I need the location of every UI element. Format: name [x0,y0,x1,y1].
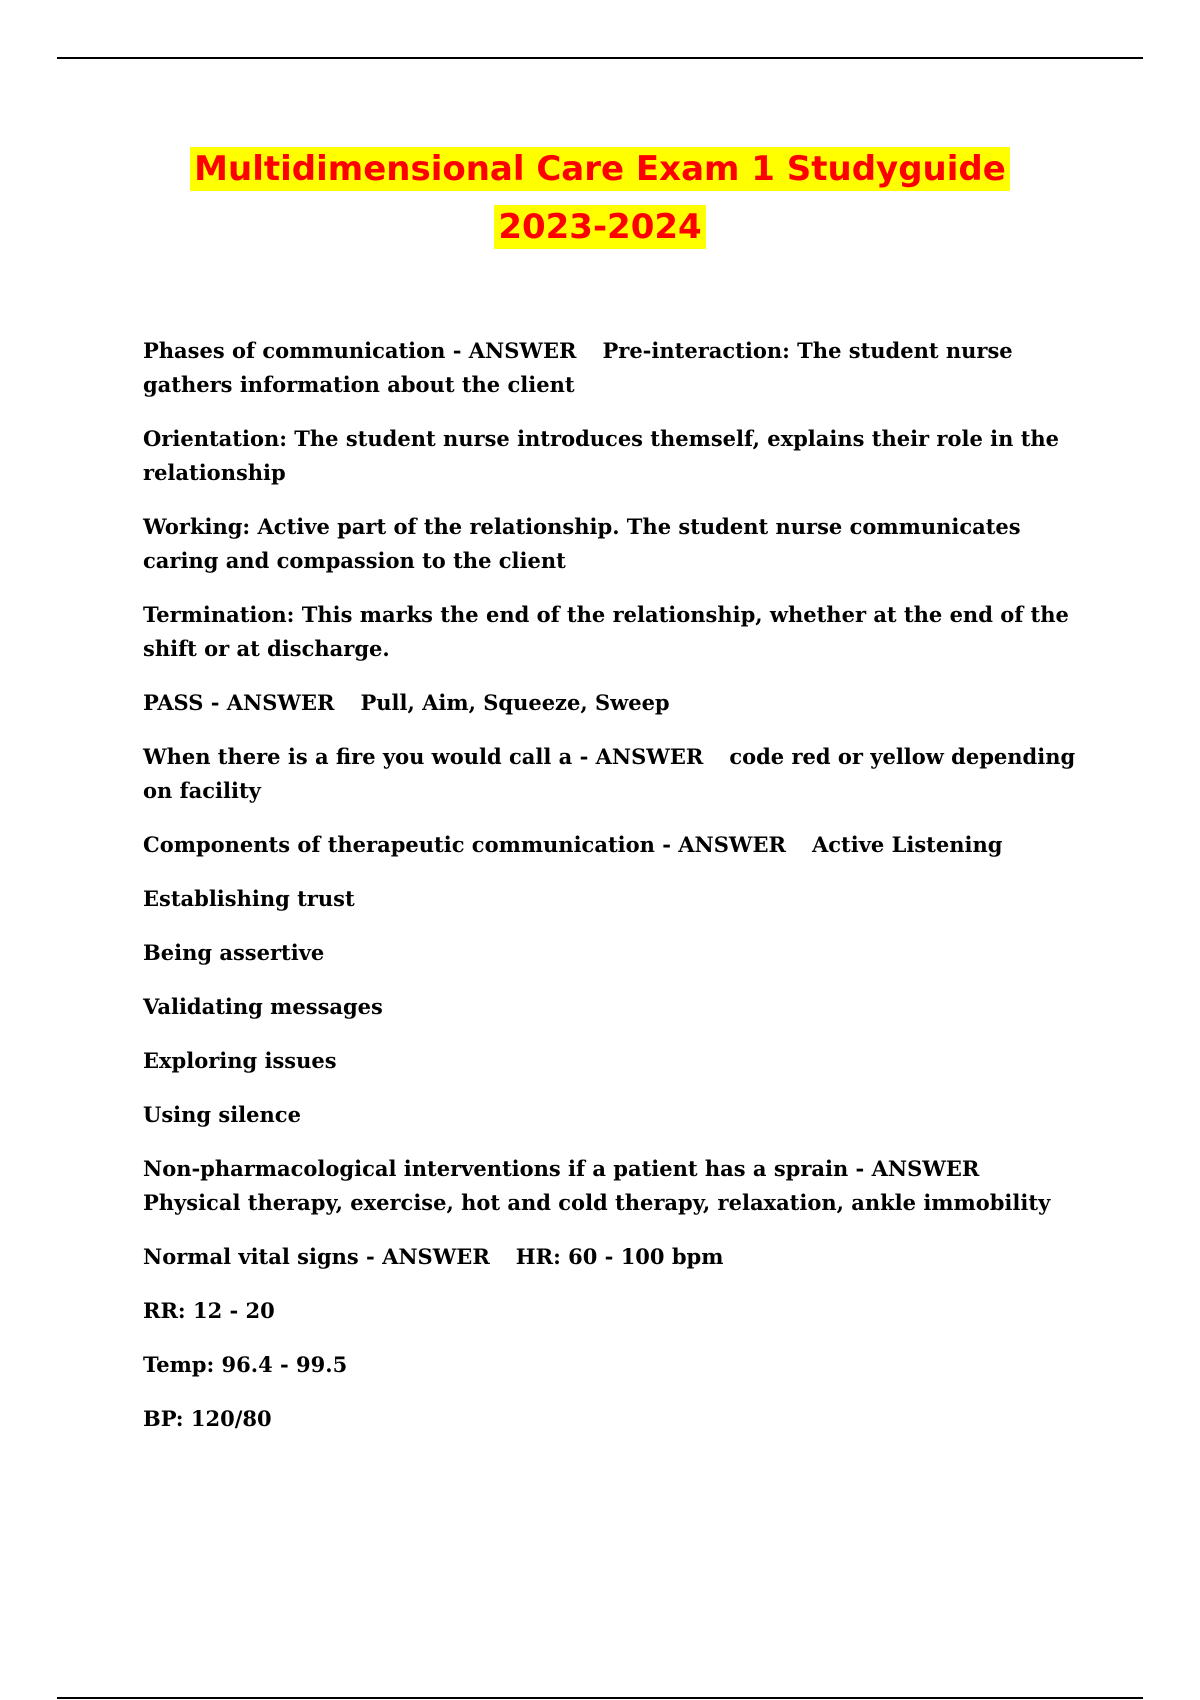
top-rule [57,57,1143,59]
entry-phases-of-communication [143,334,1093,402]
title-line-2: 2023-2024 [494,205,705,249]
entry-using-silence [143,1098,1093,1132]
entry-answer: Orientation: The student nurse introduces themself, explains their role in the relationship [143,426,1060,485]
entry-answer: Pull, Aim, Squeeze, Sweep [360,690,670,715]
document-title [0,140,1200,256]
entry-exploring-issues [143,1044,1093,1078]
entry-answer: Validating messages [143,994,383,1019]
entry-question: Phases of communication - ANSWER [143,338,577,363]
entry-answer: Exploring issues [143,1048,337,1073]
entry-working [143,510,1093,578]
entry-answer: Working: Active part of the relationship. The student nurse communicates caring and compassion to the client [143,514,1021,573]
entry-answer: BP: 120/80 [143,1406,272,1431]
entry-answer: Pre-interaction: The student nurse gathers information about the client [143,338,1013,397]
entry-answer: HR: 60 - 100 bpm [515,1244,724,1269]
entry-question: Components of therapeutic communication - ANSWER [143,832,786,857]
entry-answer: RR: 12 - 20 [143,1298,275,1323]
entry-being-assertive [143,936,1093,970]
entry-bp [143,1402,1093,1436]
entry-fire-call [143,740,1093,808]
entry-pass [143,686,1093,720]
entry-therapeutic-communication [143,828,1093,862]
entry-validating-messages [143,990,1093,1024]
entry-question: Non-pharmacological interventions if a patient has a sprain - ANSWER [143,1156,980,1181]
entry-sprain-interventions [143,1152,1093,1220]
bottom-rule [57,1697,1143,1699]
entry-establishing-trust [143,882,1093,916]
entry-question: PASS - ANSWER [143,690,335,715]
entry-normal-vital-signs [143,1240,1093,1274]
entry-answer: Using silence [143,1102,301,1127]
entry-answer: Establishing trust [143,886,355,911]
entry-answer: Physical therapy, exercise, hot and cold therapy, relaxation, ankle immobility [143,1190,1051,1215]
entry-answer: Termination: This marks the end of the relationship, whether at the end of the shift or at discharge. [143,602,1069,661]
entry-answer: Temp: 96.4 - 99.5 [143,1352,348,1377]
entry-orientation [143,422,1093,490]
entry-answer: code red or yellow depending on facility [143,744,1076,803]
entry-answer: Active Listening [811,832,1003,857]
title-line-1: Multidimensional Care Exam 1 Studyguide [190,147,1010,191]
entry-question: When there is a fire you would call a - ANSWER [143,744,704,769]
entry-rr [143,1294,1093,1328]
entry-termination [143,598,1093,666]
entry-temp [143,1348,1093,1382]
entry-question: Normal vital signs - ANSWER [143,1244,490,1269]
study-guide-content [143,334,1093,1456]
entry-answer: Being assertive [143,940,325,965]
